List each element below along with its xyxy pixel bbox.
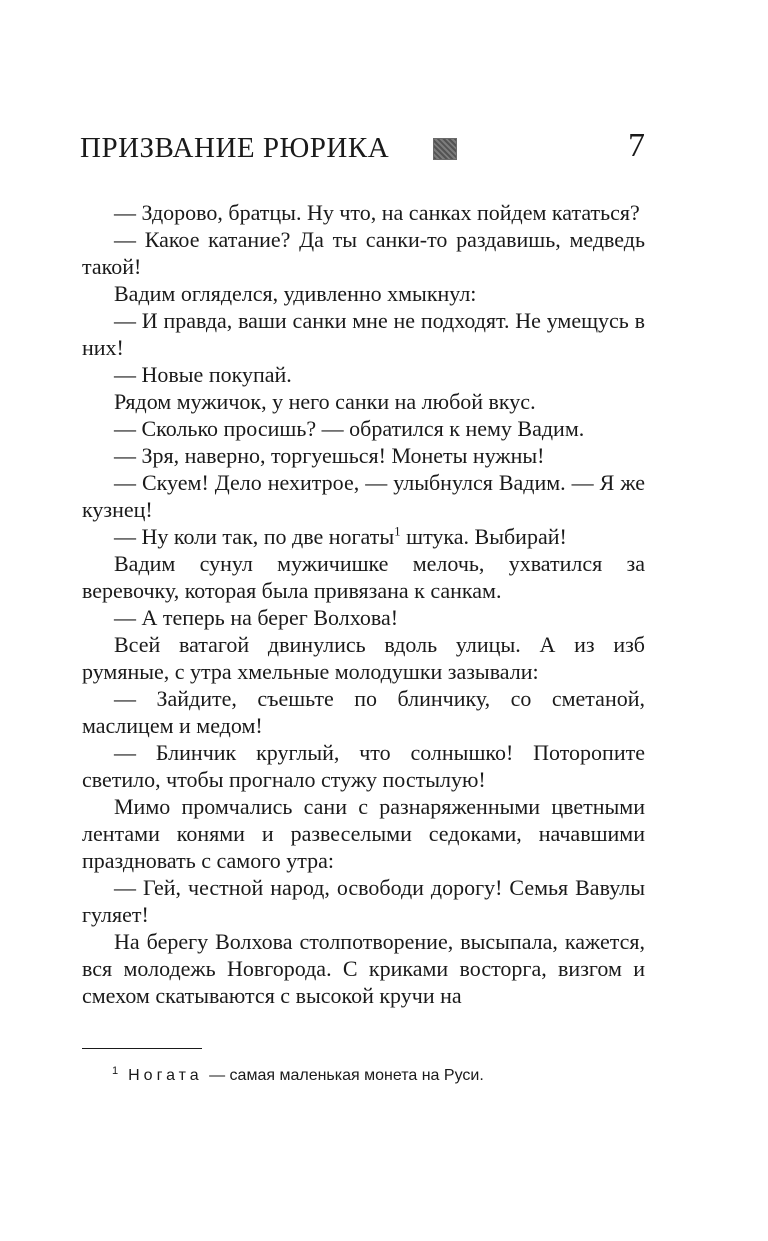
main-text	[82, 199, 645, 1009]
paragraph: — А теперь на берег Волхова!	[114, 605, 399, 630]
running-title: ПРИЗВАНИЕ РЮРИКА	[80, 132, 390, 164]
printer-ornament-icon	[433, 138, 457, 160]
footnote-text: — самая маленькая монета на Руси.	[204, 1067, 484, 1084]
footnote-term: Ногата	[128, 1067, 203, 1084]
paragraph: Вадим сунул мужичишке мелочь, ухватился за веревочку, которая была привязана к санкам.	[82, 551, 645, 603]
paragraph: Вадим огляделся, удивленно хмыкнул:	[114, 281, 477, 306]
paragraph-text: штука. Выбирай!	[400, 524, 567, 549]
paragraph: — Здорово, братцы. Ну что, на санках пойдем кататься?	[114, 200, 640, 225]
footnote-number: 1	[112, 1064, 119, 1077]
paragraph-text: — Ну коли так, по две ногаты	[114, 524, 395, 549]
paragraph: Мимо промчались сани с разнаряженными цветными лентами конями и развеселыми седоками, начавшими праздновать с самого утра:	[82, 794, 645, 873]
paragraph: — Гей, честной народ, освободи дорогу! Семья Вавулы гуляет!	[82, 875, 645, 927]
footnote-reference[interactable]: 1	[394, 523, 401, 539]
paragraph: — Сколько просишь? — обратился к нему Вадим.	[114, 416, 585, 441]
paragraph: Всей ватагой двинулись вдоль улицы. А из изб румяные, с утра хмельные молодушки зазывали:	[82, 632, 645, 684]
paragraph: — И правда, ваши санки мне не подходят. Не умещусь в них!	[82, 308, 645, 360]
paragraph: — Зайдите, съешьте по блинчику, со сметаной, маслицем и медом!	[82, 686, 645, 738]
paragraph: — Блинчик круглый, что солнышко! Поторопите светило, чтобы прогнало стужу постылую!	[82, 740, 645, 792]
paragraph: На берегу Волхова столпотворение, высыпала, кажется, вся молодежь Новгорода. С криками восторга, визгом и смехом скатываются с высокой кручи на	[82, 929, 645, 1008]
running-header	[80, 124, 645, 168]
paragraph: Рядом мужичок, у него санки на любой вкус.	[114, 389, 536, 414]
paragraph: — Зря, наверно, торгуешься! Монеты нужны!	[114, 443, 545, 468]
paragraph: — Новые покупай.	[114, 362, 292, 387]
page-number: 7	[628, 127, 645, 164]
footnote-divider	[82, 1048, 202, 1049]
footnote	[112, 1066, 484, 1086]
paragraph: — Скуем! Дело нехитрое, — улыбнулся Вадим. — Я же кузнец!	[82, 470, 645, 522]
paragraph-with-footnote	[82, 523, 645, 550]
paragraph: — Какое катание? Да ты санки-то раздавишь, медведь такой!	[82, 227, 645, 279]
